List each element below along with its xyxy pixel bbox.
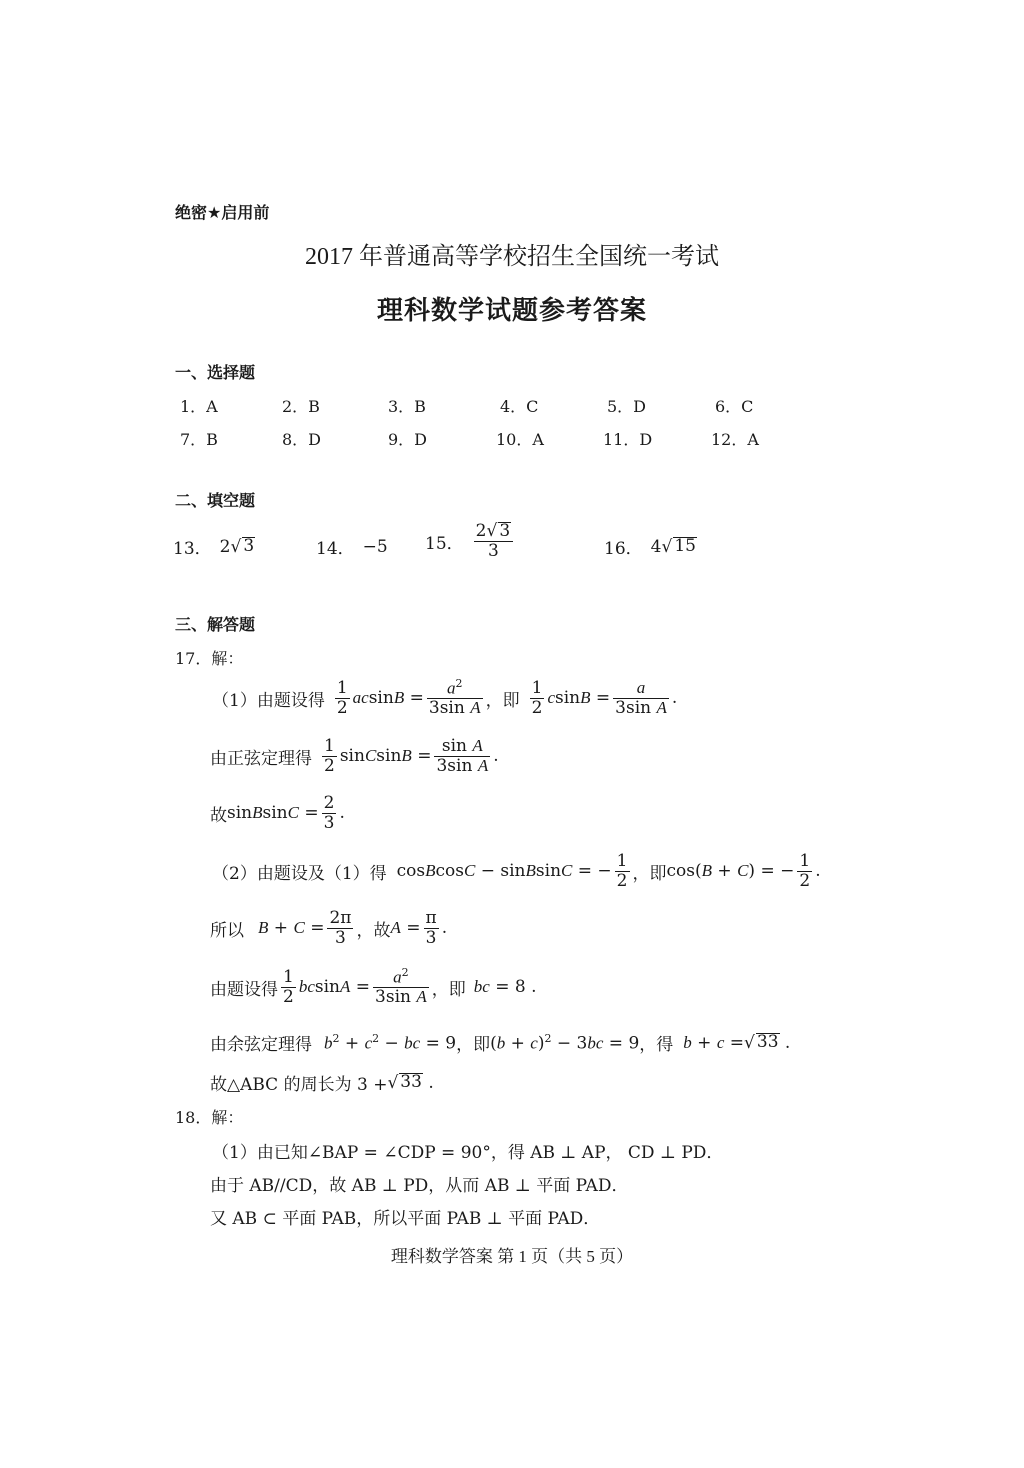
radicand-16: 15 xyxy=(674,536,696,557)
answer-11: 11．D xyxy=(603,430,653,449)
fill-answer-13 xyxy=(173,534,255,559)
line-text: 由余弦定理得 xyxy=(210,1035,312,1055)
coef-16: 4 xyxy=(650,536,662,557)
sqrt-sign: √ xyxy=(661,536,673,557)
line-text: ，即 xyxy=(632,863,667,884)
radicand-33: 33 xyxy=(400,1072,422,1093)
answer-10: 10．A xyxy=(496,430,544,449)
answer-2: 2．B xyxy=(282,397,320,416)
answer-7: 7．B xyxy=(180,430,218,449)
answer-12: 12．A xyxy=(711,430,759,449)
answer-5: 5．D xyxy=(607,397,647,416)
fill-label-14: 14． xyxy=(316,539,355,559)
line-text: （1）由题设得 xyxy=(212,690,325,711)
radicand-13: 3 xyxy=(243,536,255,557)
answer-4: 4．C xyxy=(500,397,539,416)
solution-17-line-4: （2）由题设及（1）得 cosBcosC − sinBsinC = − $\frac{1}{2}$ ，即 cos(B + C) = − $\frac{1}{2}$ . xyxy=(212,851,821,891)
section-heading-fill: 二、填空题 xyxy=(175,491,256,510)
solution-18-line-1: （1）由已知∠BAP = ∠CDP = 90°，得 AB ⊥ AP， CD ⊥ PD． xyxy=(212,1143,724,1163)
denominator-15: 3 xyxy=(487,540,499,561)
line-text: 由正弦定理得 xyxy=(210,748,312,769)
solution-17-line-1: （1）由题设得 $\frac{1}{2}$ acsinB = $\frac{a^2}{\text{3sin A}}$ ，即 $\frac{1}{2}$ csinB = $\frac{a}{\text{3sin A}}$ . xyxy=(212,677,678,719)
fill-label-13: 13． xyxy=(173,539,212,559)
solution-17-line-8: 故△ABC 的周长为 3 + √ 33 . xyxy=(210,1070,434,1095)
coef-13: 2 xyxy=(219,536,231,557)
section-heading-choice: 一、选择题 xyxy=(175,363,256,382)
fill-answer-16 xyxy=(604,534,697,559)
coef-15: 2 xyxy=(475,521,487,541)
answer-3: 3．B xyxy=(388,397,426,416)
fill-answer-15 xyxy=(425,522,516,561)
fraction-15 xyxy=(474,522,514,561)
solution-17-line-2: 由正弦定理得 $\frac{1}{2}$ sinCsinB = $\frac{\text{sin A}}{\text{3sin A}}$ . xyxy=(210,736,499,776)
problem-18-label: 18．解： xyxy=(175,1108,244,1127)
document-subtitle: 理科数学试题参考答案 xyxy=(376,296,647,326)
line-text: 所以 xyxy=(210,920,244,941)
fill-label-16: 16． xyxy=(604,539,643,559)
exam-title: 2017 年普通高等学校招生全国统一考试 xyxy=(305,244,719,270)
answer-1: 1．A xyxy=(180,397,218,416)
solution-18-line-2: 由于 AB//CD，故 AB ⊥ PD，从而 AB ⊥ 平面 PAD． xyxy=(210,1176,629,1196)
page-footer: 理科数学答案 第 1 页（共 5 页） xyxy=(390,1247,634,1266)
line-text: 由题设得 xyxy=(210,979,278,1000)
solution-17-line-3: 故 sinBsinC = $\frac{2}{3}$ . xyxy=(210,793,345,833)
line-text: ，即 xyxy=(431,979,466,1000)
answer-9: 9．D xyxy=(388,430,428,449)
solution-17-line-6: 由题设得 $\frac{1}{2}$ bcsinA = $\frac{a^2}{\text{3sin A}}$ ，即 bc = 8 . xyxy=(210,966,537,1008)
value-14: −5 xyxy=(362,536,388,557)
line-text: ，即 xyxy=(485,690,520,711)
answer-6: 6．C xyxy=(715,397,754,416)
fill-label-15: 15． xyxy=(425,533,464,554)
line-text: （2）由题设及（1）得 xyxy=(212,863,387,884)
solution-17-line-7: 由余弦定理得 $b^2 + c^2$ − bc = 9 ，即 $(b + c)^2 - 3bc = 9$ ，得 b + c = √ 33 . xyxy=(210,1031,791,1055)
line-text: 故△ABC 的周长为 3 + xyxy=(210,1075,388,1095)
solution-18-line-3: 又 AB ⊂ 平面 PAB，所以平面 PAB ⊥ 平面 PAD． xyxy=(210,1209,601,1229)
radicand-15: 3 xyxy=(499,521,511,541)
line-text: 故 xyxy=(210,805,227,826)
section-heading-solutions: 三、解答题 xyxy=(175,615,256,634)
problem-17-label: 17．解： xyxy=(175,649,244,668)
answer-8: 8．D xyxy=(282,430,322,449)
line-text: ，即 xyxy=(456,1035,491,1055)
sqrt-sign: √ xyxy=(230,536,242,557)
solution-17-line-5: 所以 B + C = $\frac{2\pi}{3}$ ，故 A = $\frac{\pi}{3}$ . xyxy=(210,908,448,948)
line-text: ，故 xyxy=(356,920,391,941)
sqrt-sign: √ xyxy=(486,521,498,541)
fill-answer-14 xyxy=(316,534,388,559)
line-text: ，得 xyxy=(639,1035,674,1055)
confidential-label: 绝密★启用前 xyxy=(175,203,270,222)
